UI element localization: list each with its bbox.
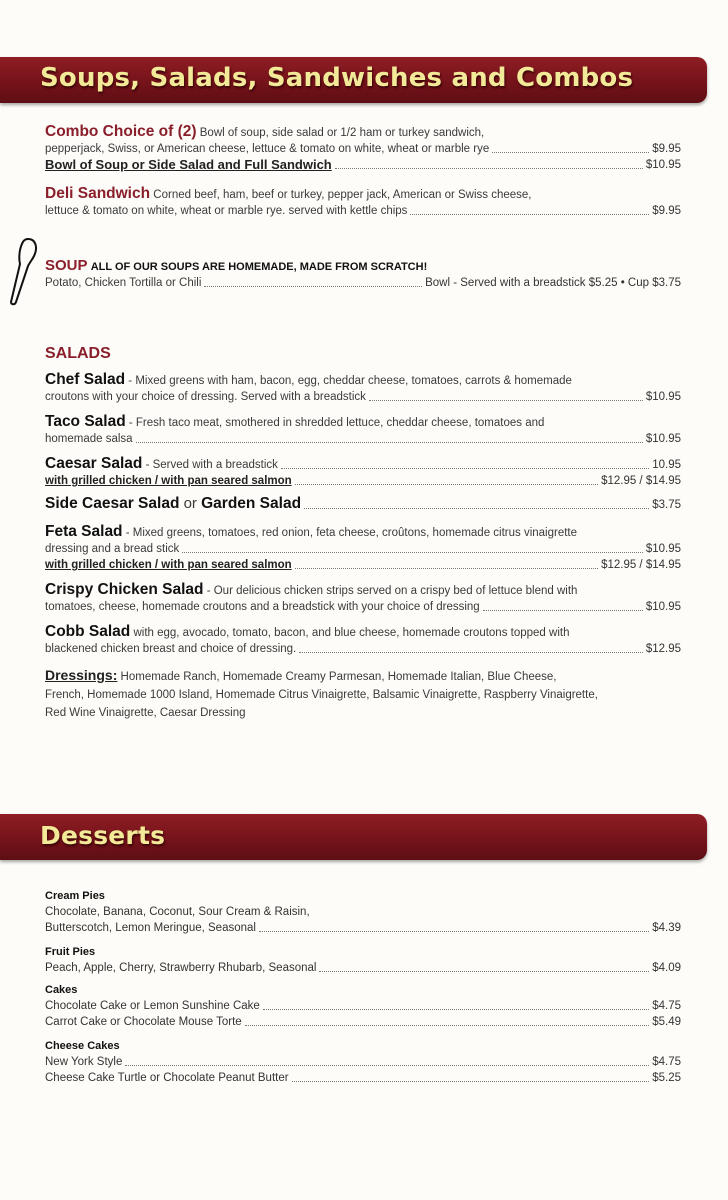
item-name: SOUP — [45, 257, 88, 274]
item-name: Crispy Chicken Salad — [45, 581, 204, 598]
menu-item-combo — [45, 124, 681, 173]
dressings-text: Homemade Ranch, Homemade Creamy Parmesan, Homemade Italian, Blue Cheese, — [117, 671, 557, 683]
item-name: Caesar Salad — [45, 455, 143, 472]
leader-dots — [295, 568, 598, 569]
item-desc: dressing and a bread stick — [45, 543, 180, 555]
item-name: Deli Sandwich — [45, 185, 151, 202]
dessert-header: Cream Pies — [45, 890, 105, 902]
section-title: Desserts — [40, 821, 166, 850]
item-price: $3.75 — [652, 499, 681, 511]
dessert-cream-pies — [45, 888, 681, 936]
section-title: Soups, Salads, Sandwiches and Combos — [40, 63, 634, 93]
menu-item-crispy-chicken-salad — [45, 582, 681, 615]
dessert-header: Fruit Pies — [45, 946, 96, 958]
leader-dots — [263, 1009, 649, 1010]
dessert-desc: Butterscotch, Lemon Meringue, Seasonal — [45, 922, 256, 934]
menu-item-caesar-salad — [45, 456, 681, 489]
leader-dots — [136, 442, 643, 443]
item-desc: - Mixed greens with ham, bacon, egg, cheddar cheese, tomatoes, carrots & homemade — [125, 375, 572, 387]
dessert-desc: New York Style — [45, 1056, 123, 1068]
section-banner-soups — [0, 57, 707, 103]
leader-dots — [259, 931, 649, 932]
dessert-desc: Carrot Cake or Chocolate Mouse Torte — [45, 1016, 242, 1028]
item-option: Bowl of Soup or Side Salad and Full Sandwich — [45, 157, 332, 172]
dessert-price: $5.49 — [652, 1016, 681, 1028]
dessert-price: $4.09 — [652, 962, 681, 974]
item-price: $12.95 / $14.95 — [601, 559, 681, 571]
leader-dots — [492, 152, 649, 153]
item-name: Feta Salad — [45, 523, 123, 540]
menu-item-feta-salad — [45, 524, 681, 573]
dressings-text: Red Wine Vinaigrette, Caesar Dressing — [45, 707, 246, 719]
item-desc: tomatoes, cheese, homemade croutons and a breadstick with your choice of dressing — [45, 601, 480, 613]
leader-dots — [204, 286, 422, 287]
dressings-text: French, Homemade 1000 Island, Homemade Citrus Vinaigrette, Balsamic Vinaigrette, Raspberry Vinaigrette, — [45, 689, 598, 701]
leader-dots — [245, 1025, 650, 1026]
soup-tagline: ALL OF OUR SOUPS ARE HOMEMADE, MADE FROM SCRATCH! — [90, 261, 428, 273]
item-name: Taco Salad — [45, 413, 126, 430]
dressings-label: Dressings: — [45, 667, 118, 683]
item-desc: Bowl of soup, side salad or 1/2 ham or turkey sandwich, — [199, 127, 485, 139]
item-desc: lettuce & tomato on white, wheat or marble rye. served with kettle chips — [45, 205, 408, 217]
item-desc: - Our delicious chicken strips served on a crispy bed of lettuce blend with — [203, 585, 578, 597]
item-name: Side Caesar Salad — [45, 495, 180, 512]
item-price: $9.95 — [652, 143, 681, 155]
item-price: $10.95 — [645, 391, 681, 403]
item-name: Chef Salad — [45, 371, 126, 388]
dessert-header: Cakes — [45, 984, 78, 996]
dessert-desc: Chocolate, Banana, Coconut, Sour Cream & Raisin, — [45, 906, 310, 918]
salads-heading: SALADS — [45, 345, 111, 362]
item-desc: - Served with a breadstick — [142, 459, 278, 471]
dressings-list — [45, 666, 681, 722]
item-price: $12.95 — [645, 643, 681, 655]
dessert-cheese-cakes — [45, 1038, 681, 1086]
dessert-price: $4.75 — [652, 1056, 681, 1068]
item-desc: homemade salsa — [45, 433, 133, 445]
item-price: $12.95 / $14.95 — [601, 475, 681, 487]
item-price: 10.95 — [652, 459, 681, 471]
menu-item-soup — [45, 258, 681, 291]
item-desc: - Mixed greens, tomatoes, red onion, feta cheese, croûtons, homemade citrus vinaigrette — [122, 527, 578, 539]
item-name: Combo Choice of (2) — [45, 123, 197, 140]
leader-dots — [304, 508, 649, 509]
item-name: Cobb Salad — [45, 623, 131, 640]
item-option: with grilled chicken / with pan seared salmon — [45, 559, 292, 571]
section-banner-desserts — [0, 814, 707, 860]
leader-dots — [299, 652, 643, 653]
dessert-price: $4.39 — [652, 922, 681, 934]
dessert-header: Cheese Cakes — [45, 1040, 120, 1052]
menu-item-cobb-salad — [45, 624, 681, 657]
item-price: $10.95 — [645, 543, 681, 555]
dessert-desc: Chocolate Cake or Lemon Sunshine Cake — [45, 1000, 260, 1012]
dessert-cakes — [45, 982, 681, 1030]
leader-dots — [292, 1081, 650, 1082]
leader-dots — [281, 468, 649, 469]
dessert-desc: Cheese Cake Turtle or Chocolate Peanut Butter — [45, 1072, 289, 1084]
leader-dots — [125, 1065, 649, 1066]
leader-dots — [483, 610, 643, 611]
spoon-icon — [6, 236, 40, 308]
item-desc: Potato, Chicken Tortilla or Chili — [45, 277, 202, 289]
dessert-price: $5.25 — [652, 1072, 681, 1084]
item-name: Garden Salad — [201, 495, 302, 512]
item-desc: blackened chicken breast and choice of dressing. — [45, 643, 297, 655]
leader-dots — [369, 400, 643, 401]
item-or: or — [179, 495, 202, 512]
leader-dots — [410, 214, 649, 215]
item-desc: croutons with your choice of dressing. Served with a breadstick — [45, 391, 366, 403]
leader-dots — [295, 484, 598, 485]
item-price: Bowl - Served with a breadstick $5.25 • Cup $3.75 — [425, 277, 681, 289]
menu-item-deli-sandwich — [45, 186, 681, 219]
dessert-price: $4.75 — [652, 1000, 681, 1012]
item-price: $10.95 — [645, 433, 681, 445]
menu-item-side-salad — [45, 496, 681, 513]
item-option: with grilled chicken / with pan seared salmon — [45, 475, 292, 487]
item-desc: - Fresh taco meat, smothered in shredded lettuce, cheddar cheese, tomatoes and — [125, 417, 545, 429]
leader-dots — [319, 971, 649, 972]
item-desc: with egg, avocado, tomato, bacon, and blue cheese, homemade croutons topped with — [130, 627, 570, 639]
item-price: $10.95 — [645, 159, 681, 171]
item-desc: Corned beef, ham, beef or turkey, pepper jack, American or Swiss cheese, — [153, 189, 532, 201]
leader-dots — [335, 168, 643, 169]
item-desc: pepperjack, Swiss, or American cheese, lettuce & tomato on white, wheat or marble rye — [45, 143, 490, 155]
dessert-fruit-pies — [45, 944, 681, 976]
menu-item-chef-salad — [45, 372, 681, 405]
leader-dots — [182, 552, 643, 553]
item-price: $9.95 — [652, 205, 681, 217]
dessert-desc: Peach, Apple, Cherry, Strawberry Rhubarb, Seasonal — [45, 962, 317, 974]
item-price: $10.95 — [645, 601, 681, 613]
menu-item-taco-salad — [45, 414, 681, 447]
